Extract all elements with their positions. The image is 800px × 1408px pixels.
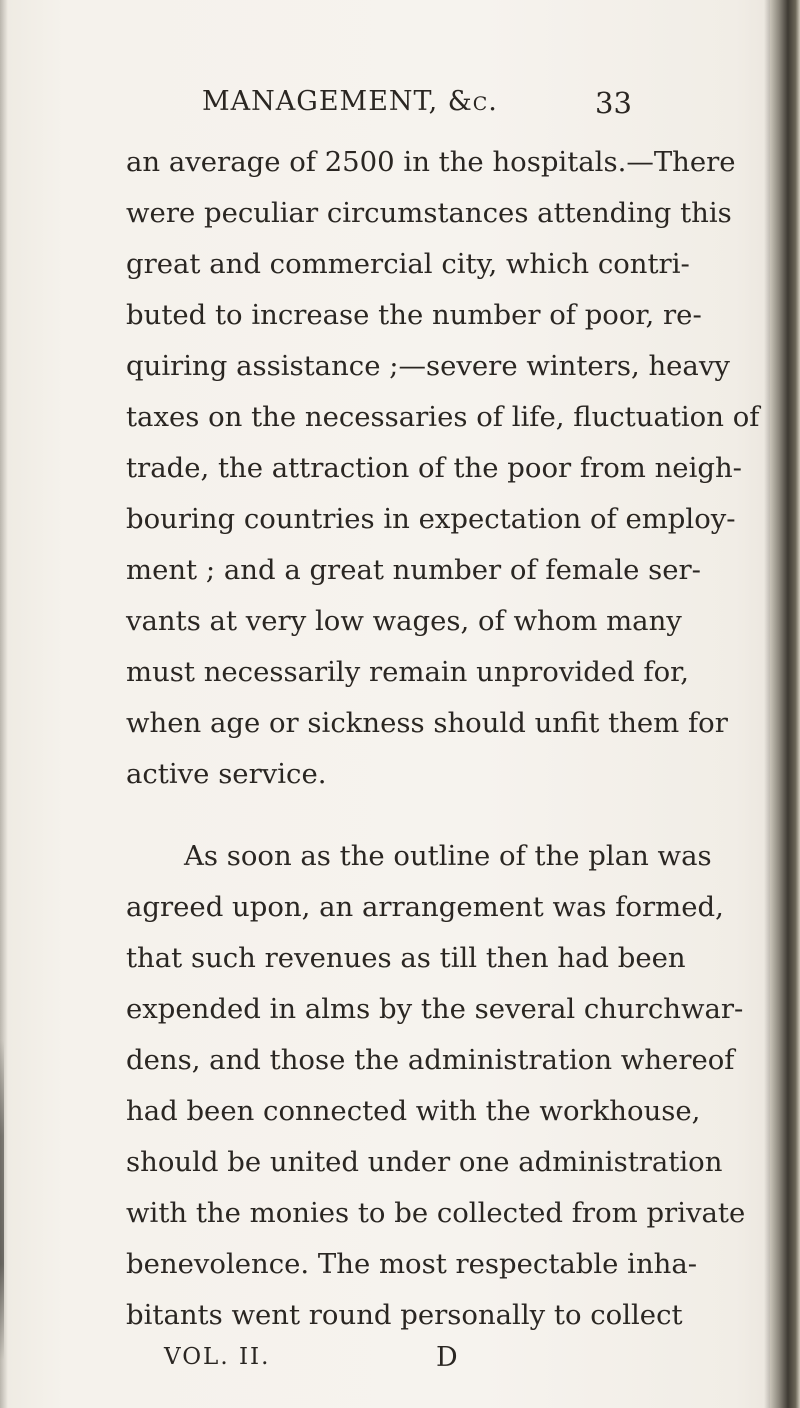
page-header <box>0 86 800 126</box>
text-line: taxes on the necessaries of life, fluctuation of <box>126 401 760 433</box>
text-line: trade, the attraction of the poor from neigh- <box>126 452 742 484</box>
text-line: As soon as the outline of the plan was <box>184 840 712 872</box>
text-line: should be united under one administration <box>126 1146 723 1178</box>
text-line: quiring assistance ;—severe winters, heavy <box>126 350 730 382</box>
text-line: had been connected with the workhouse, <box>126 1095 701 1127</box>
text-line: must necessarily remain unprovided for, <box>126 656 690 688</box>
text-line: active service. <box>126 758 327 790</box>
text-line: ment ; and a great number of female ser- <box>126 554 701 586</box>
text-line: expended in alms by the several churchwar- <box>126 993 744 1025</box>
text-line: great and commercial city, which contri- <box>126 248 690 280</box>
text-line: an average of 2500 in the hospitals.—There <box>126 146 736 178</box>
page-number: 33 <box>595 86 632 120</box>
running-head: MANAGEMENT, &c. <box>202 86 498 117</box>
text-line: buted to increase the number of poor, re- <box>126 299 702 331</box>
page-left-edge-marks <box>0 1040 4 1360</box>
text-line: vants at very low wages, of whom many <box>126 605 682 637</box>
volume-label: VOL. II. <box>164 1344 271 1370</box>
signature-mark: D <box>436 1342 458 1373</box>
text-line: agreed upon, an arrangement was formed, <box>126 891 724 923</box>
page-footer <box>0 1344 800 1384</box>
text-line: with the monies to be collected from private <box>126 1197 746 1229</box>
binding-edge <box>770 0 800 1408</box>
text-line: were peculiar circumstances attending this <box>126 197 732 229</box>
text-line: benevolence. The most respectable inha- <box>126 1248 698 1280</box>
text-line: dens, and those the administration whereof <box>126 1044 735 1076</box>
text-line: bitants went round personally to collect <box>126 1299 683 1331</box>
text-line: when age or sickness should unfit them for <box>126 707 728 739</box>
text-line: bouring countries in expectation of employ- <box>126 503 736 535</box>
text-line: that such revenues as till then had been <box>126 942 686 974</box>
